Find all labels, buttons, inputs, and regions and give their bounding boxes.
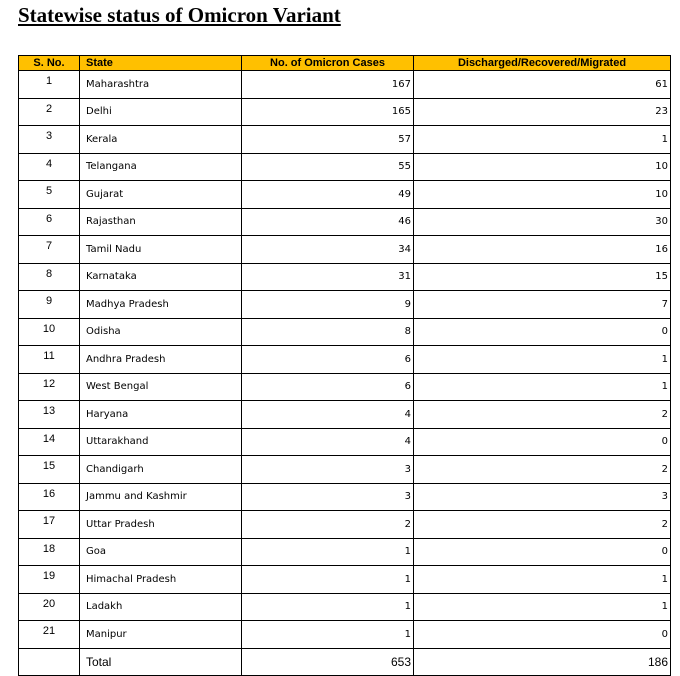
state-cell: Goa	[80, 538, 242, 566]
sno-cell: 20	[19, 593, 80, 621]
column-header-discharged: Discharged/Recovered/Migrated	[414, 56, 671, 71]
state-cell: Maharashtra	[80, 71, 242, 99]
state-cell: Jammu and Kashmir	[80, 483, 242, 511]
sno-cell: 19	[19, 566, 80, 594]
cases-cell: 3	[242, 483, 414, 511]
table-row	[19, 263, 671, 291]
column-header-cases: No. of Omicron Cases	[242, 56, 414, 71]
cases-cell: 6	[242, 346, 414, 374]
discharged-cell: 16	[414, 236, 671, 264]
sno-cell: 7	[19, 236, 80, 264]
state-cell: Manipur	[80, 621, 242, 649]
state-cell: Odisha	[80, 318, 242, 346]
state-cell: Tamil Nadu	[80, 236, 242, 264]
sno-cell: 8	[19, 263, 80, 291]
state-cell: Delhi	[80, 98, 242, 126]
cases-cell: 1	[242, 621, 414, 649]
table-row	[19, 153, 671, 181]
sno-cell: 18	[19, 538, 80, 566]
sno-cell: 6	[19, 208, 80, 236]
discharged-cell: 10	[414, 153, 671, 181]
table-row	[19, 456, 671, 484]
state-cell: Haryana	[80, 401, 242, 429]
total-sno-cell	[19, 648, 80, 676]
state-cell: Andhra Pradesh	[80, 346, 242, 374]
table-row	[19, 373, 671, 401]
sno-cell: 10	[19, 318, 80, 346]
state-cell: Chandigarh	[80, 456, 242, 484]
column-header-sno: S. No.	[19, 56, 80, 71]
sno-cell: 5	[19, 181, 80, 209]
discharged-cell: 2	[414, 456, 671, 484]
discharged-cell: 0	[414, 621, 671, 649]
discharged-cell: 0	[414, 538, 671, 566]
state-cell: Himachal Pradesh	[80, 566, 242, 594]
discharged-cell: 15	[414, 263, 671, 291]
table-row	[19, 318, 671, 346]
table-row	[19, 126, 671, 154]
table-row	[19, 621, 671, 649]
sno-cell: 1	[19, 71, 80, 99]
total-discharged-cell: 186	[414, 648, 671, 676]
state-cell: Kerala	[80, 126, 242, 154]
cases-cell: 31	[242, 263, 414, 291]
cases-cell: 4	[242, 428, 414, 456]
cases-cell: 57	[242, 126, 414, 154]
table-row	[19, 208, 671, 236]
total-cases-cell: 653	[242, 648, 414, 676]
sno-cell: 3	[19, 126, 80, 154]
table-row	[19, 181, 671, 209]
column-header-state: State	[80, 56, 242, 71]
cases-cell: 3	[242, 456, 414, 484]
total-row	[19, 648, 671, 676]
sno-cell: 21	[19, 621, 80, 649]
total-label-cell: Total	[80, 648, 242, 676]
cases-cell: 6	[242, 373, 414, 401]
cases-cell: 55	[242, 153, 414, 181]
table-row	[19, 511, 671, 539]
table-header-row	[19, 56, 671, 71]
discharged-cell: 1	[414, 593, 671, 621]
cases-cell: 1	[242, 538, 414, 566]
sno-cell: 16	[19, 483, 80, 511]
cases-cell: 49	[242, 181, 414, 209]
discharged-cell: 1	[414, 566, 671, 594]
state-cell: Uttar Pradesh	[80, 511, 242, 539]
discharged-cell: 0	[414, 428, 671, 456]
sno-cell: 2	[19, 98, 80, 126]
sno-cell: 12	[19, 373, 80, 401]
table-row	[19, 593, 671, 621]
discharged-cell: 2	[414, 511, 671, 539]
state-cell: West Bengal	[80, 373, 242, 401]
discharged-cell: 7	[414, 291, 671, 319]
cases-cell: 165	[242, 98, 414, 126]
cases-cell: 1	[242, 593, 414, 621]
cases-cell: 1	[242, 566, 414, 594]
table-row	[19, 98, 671, 126]
discharged-cell: 61	[414, 71, 671, 99]
discharged-cell: 10	[414, 181, 671, 209]
table-row	[19, 538, 671, 566]
table-row	[19, 346, 671, 374]
state-cell: Madhya Pradesh	[80, 291, 242, 319]
discharged-cell: 0	[414, 318, 671, 346]
omicron-status-table	[18, 55, 671, 676]
discharged-cell: 1	[414, 126, 671, 154]
sno-cell: 14	[19, 428, 80, 456]
discharged-cell: 2	[414, 401, 671, 429]
cases-cell: 167	[242, 71, 414, 99]
table-body	[19, 71, 671, 676]
state-cell: Ladakh	[80, 593, 242, 621]
discharged-cell: 1	[414, 346, 671, 374]
cases-cell: 9	[242, 291, 414, 319]
cases-cell: 34	[242, 236, 414, 264]
table-row	[19, 483, 671, 511]
state-cell: Uttarakhand	[80, 428, 242, 456]
cases-cell: 2	[242, 511, 414, 539]
discharged-cell: 23	[414, 98, 671, 126]
table-row	[19, 236, 671, 264]
table-row	[19, 401, 671, 429]
sno-cell: 13	[19, 401, 80, 429]
discharged-cell: 1	[414, 373, 671, 401]
table-row	[19, 428, 671, 456]
state-cell: Rajasthan	[80, 208, 242, 236]
cases-cell: 46	[242, 208, 414, 236]
table-row	[19, 566, 671, 594]
state-cell: Gujarat	[80, 181, 242, 209]
table-row	[19, 71, 671, 99]
sno-cell: 9	[19, 291, 80, 319]
page-title: Statewise status of Omicron Variant	[18, 3, 341, 27]
sno-cell: 4	[19, 153, 80, 181]
cases-cell: 8	[242, 318, 414, 346]
discharged-cell: 30	[414, 208, 671, 236]
state-cell: Telangana	[80, 153, 242, 181]
table-row	[19, 291, 671, 319]
sno-cell: 11	[19, 346, 80, 374]
sno-cell: 17	[19, 511, 80, 539]
sno-cell: 15	[19, 456, 80, 484]
state-cell: Karnataka	[80, 263, 242, 291]
cases-cell: 4	[242, 401, 414, 429]
discharged-cell: 3	[414, 483, 671, 511]
